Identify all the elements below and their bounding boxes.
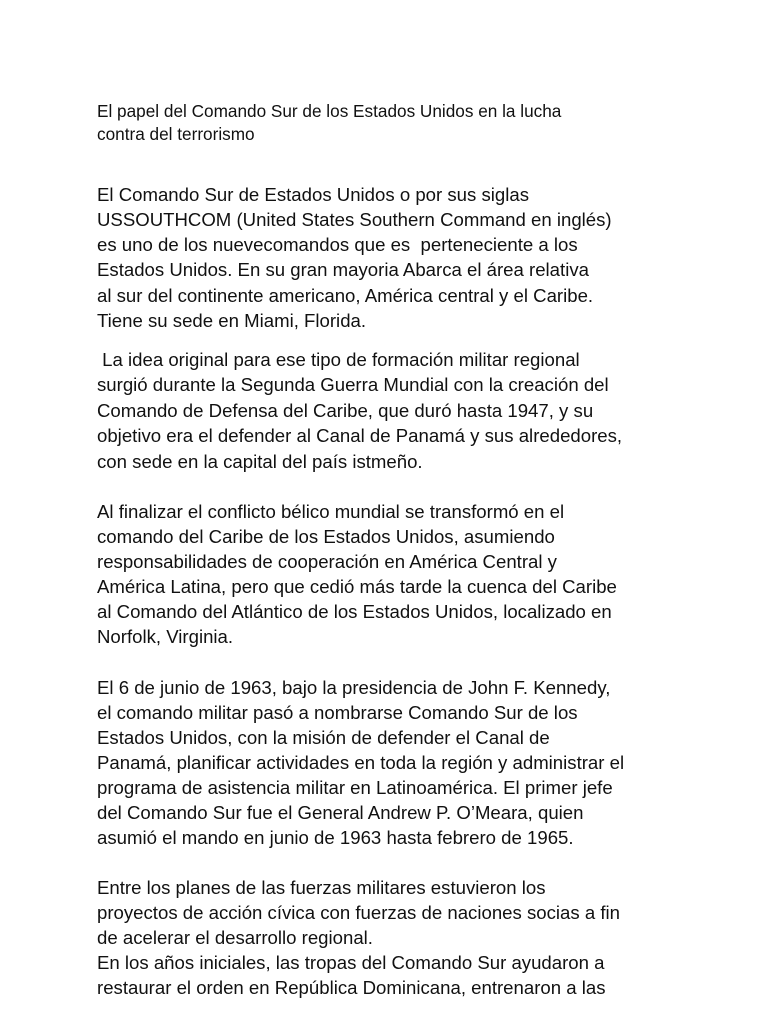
paragraph-line: surgió durante la Segunda Guerra Mundial con la creación del bbox=[97, 374, 609, 395]
title-line-2: contra del terrorismo bbox=[97, 124, 255, 144]
paragraph-line: objetivo era el defender al Canal de Panamá y sus alrededores, bbox=[97, 425, 623, 446]
paragraph-line: restaurar el orden en República Dominicana, entrenaron a las bbox=[97, 977, 606, 998]
paragraph-line: La idea original para ese tipo de formación militar regional bbox=[97, 349, 580, 370]
paragraph-line: Estados Unidos, con la misión de defender el Canal de bbox=[97, 727, 550, 748]
paragraph-line: Tiene su sede en Miami, Florida. bbox=[97, 310, 367, 331]
title-line-1: El papel del Comando Sur de los Estados Unidos en la lucha bbox=[97, 101, 562, 121]
paragraph-line: programa de asistencia militar en Latinoamérica. El primer jefe bbox=[97, 777, 613, 798]
paragraph-line: del Comando Sur fue el General Andrew P. O’Meara, quien bbox=[97, 802, 584, 823]
paragraph-line: Panamá, planificar actividades en toda la región y administrar el bbox=[97, 752, 625, 773]
paragraph-line: comando del Caribe de los Estados Unidos, asumiendo bbox=[97, 526, 555, 547]
paragraph-line: el comando militar pasó a nombrarse Comando Sur de los bbox=[97, 702, 578, 723]
paragraph-line: responsabilidades de cooperación en América Central y bbox=[97, 551, 557, 572]
paragraph-line: proyectos de acción cívica con fuerzas de naciones socias a fin bbox=[97, 902, 620, 923]
paragraph-line: Comando de Defensa del Caribe, que duró hasta 1947, y su bbox=[97, 400, 594, 421]
paragraph-line: Al finalizar el conflicto bélico mundial se transformó en el bbox=[97, 501, 565, 522]
paragraph-line: asumió el mando en junio de 1963 hasta febrero de 1965. bbox=[97, 827, 574, 848]
paragraph-line: Norfolk, Virginia. bbox=[97, 626, 234, 647]
paragraph-line: El 6 de junio de 1963, bajo la presidencia de John F. Kennedy, bbox=[97, 677, 611, 698]
paragraph-line: es uno de los nuevecomandos que es perteneciente a los bbox=[97, 234, 578, 255]
paragraph-line: Entre los planes de las fuerzas militares estuvieron los bbox=[97, 877, 546, 898]
paragraph-line: con sede en la capital del país istmeño. bbox=[97, 451, 423, 472]
paragraph-line: al sur del continente americano, América central y el Caribe. bbox=[97, 285, 594, 306]
paragraph-line: América Latina, pero que cedió más tarde la cuenca del Caribe bbox=[97, 576, 617, 597]
paragraph-line: USSOUTHCOM (United States Southern Command en inglés) bbox=[97, 209, 612, 230]
paragraph-line: En los años iniciales, las tropas del Comando Sur ayudaron a bbox=[97, 952, 605, 973]
paragraph-line: al Comando del Atlántico de los Estados Unidos, localizado en bbox=[97, 601, 612, 622]
paragraph-line: Estados Unidos. En su gran mayoria Abarca el área relativa bbox=[97, 259, 589, 280]
paragraph-line: El Comando Sur de Estados Unidos o por sus siglas bbox=[97, 184, 530, 205]
paragraph-line: de acelerar el desarrollo regional. bbox=[97, 927, 373, 948]
